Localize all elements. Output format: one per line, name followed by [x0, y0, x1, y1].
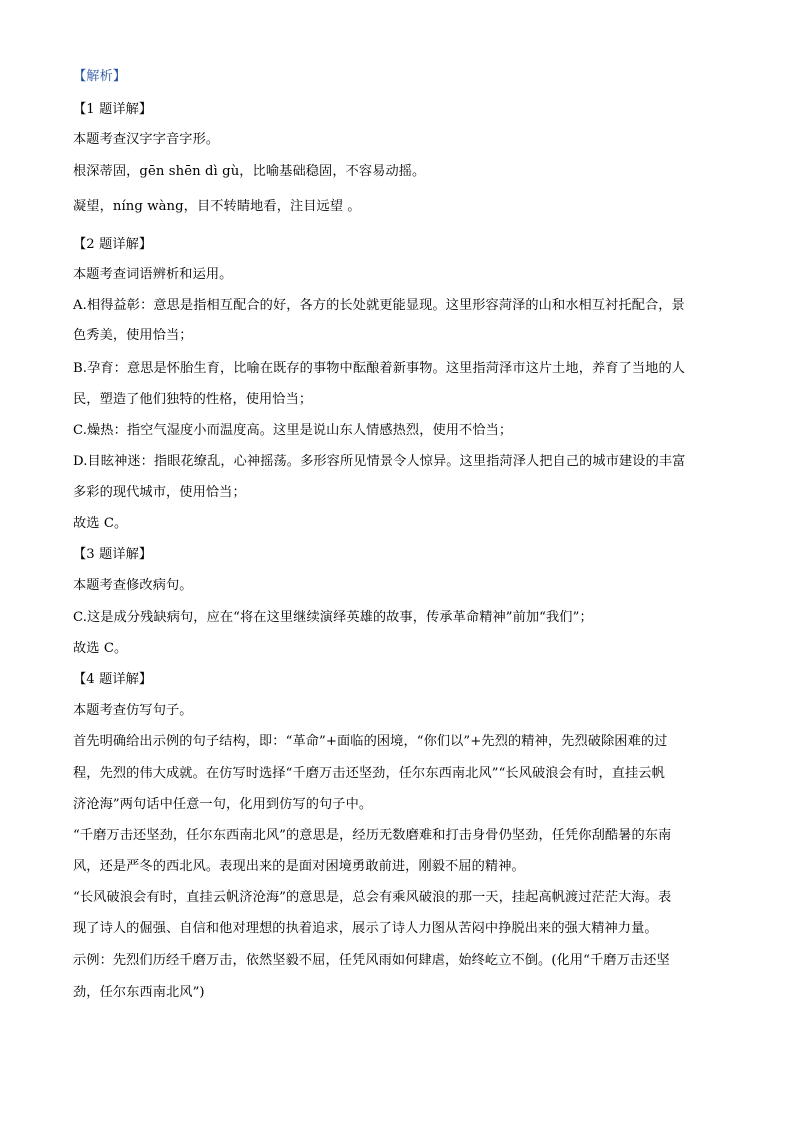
q2-line: 多彩的现代城市，使用恰当；	[73, 485, 246, 500]
q3-heading: 【3 题详解】	[73, 547, 153, 562]
q2-line: 色秀美，使用恰当；	[73, 328, 193, 343]
q2-line: C.燥热：指空气湿度小而温度高。这里是说山东人情感热烈，使用不恰当；	[73, 423, 513, 438]
q4-line: 济沧海”两句话中任意一句，化用到仿写的句子中。	[73, 797, 373, 812]
q4-line: 风，还是严冬的西北风。表现出来的是面对困境勇敢前进，刚毅不屈的精神。	[73, 859, 525, 874]
section-title: 【解析】	[73, 69, 127, 84]
q4-line: 首先明确给出示例的句子结构，即：“革命”+面临的困境，“你们以”+先烈的精神，先烈破除困难的过	[73, 734, 668, 749]
q2-line: D.目眩神迷：指眼花缭乱，心神摇荡。多形容所见情景令人惊异。这里指菏泽人把自己的城市建设的丰富	[73, 454, 686, 469]
q2-line: B.孕育：意思是怀胎生育，比喻在既存的事物中酝酿着新事物。这里指菏泽市这片土地，养育了当地的人	[73, 361, 686, 376]
q2-heading: 【2 题详解】	[73, 237, 153, 252]
q4-line: 现了诗人的倔强、自信和他对理想的执着追求，展示了诗人力图从苦闷中挣脱出来的强大精神力量。	[73, 921, 658, 936]
q1-line: 本题考查汉字字音字形。	[73, 132, 220, 147]
q2-line: 民，塑造了他们独特的性格，使用恰当；	[73, 392, 313, 407]
q3-line: 本题考查修改病句。	[73, 578, 193, 593]
q1-heading: 【1 题详解】	[73, 102, 153, 117]
q1-line: 根深蒂固，gēn shēn dì gù，比喻基础稳固，不容易动摇。	[73, 164, 426, 179]
q3-line: 故选 C。	[73, 641, 128, 656]
q4-line: 本题考查仿写句子。	[73, 703, 193, 718]
q1-line: 凝望，níng wàng，目不转睛地看，注目远望 。	[73, 199, 361, 214]
q2-line: 本题考查词语辨析和运用。	[73, 267, 233, 282]
q2-line: A.相得益彰：意思是指相互配合的好，各方的长处就更能显现。这里形容菏泽的山和水相互衬托配合，景	[73, 298, 685, 313]
q4-line: 程，先烈的伟大成就。在仿写时选择“千磨万击还坚劲，任尔东西南北风”“长风破浪会有时，直挂云帆	[73, 766, 665, 781]
q4-line: 劲，任尔东西南北风”)	[73, 985, 205, 1000]
q4-line: “长风破浪会有时，直挂云帆济沧海”的意思是，总会有乘风破浪的那一天，挂起高帆渡过茫茫大海。表	[73, 890, 672, 905]
q3-line: C.这是成分残缺病句，应在“将在这里继续演绎英雄的故事，传承革命精神”前加“我们”；	[73, 610, 593, 625]
q4-heading: 【4 题详解】	[73, 672, 153, 687]
q4-line: 示例：先烈们历经千磨万击，依然坚毅不屈，任凭风雨如何肆虐，始终屹立不倒。(化用“千磨万击还坚	[73, 953, 670, 968]
q4-line: “千磨万击还坚劲，任尔东西南北风”的意思是，经历无数磨难和打击身骨仍坚劲，任凭你刮酷暑的东南	[73, 828, 672, 843]
q2-line: 故选 C。	[73, 516, 128, 531]
